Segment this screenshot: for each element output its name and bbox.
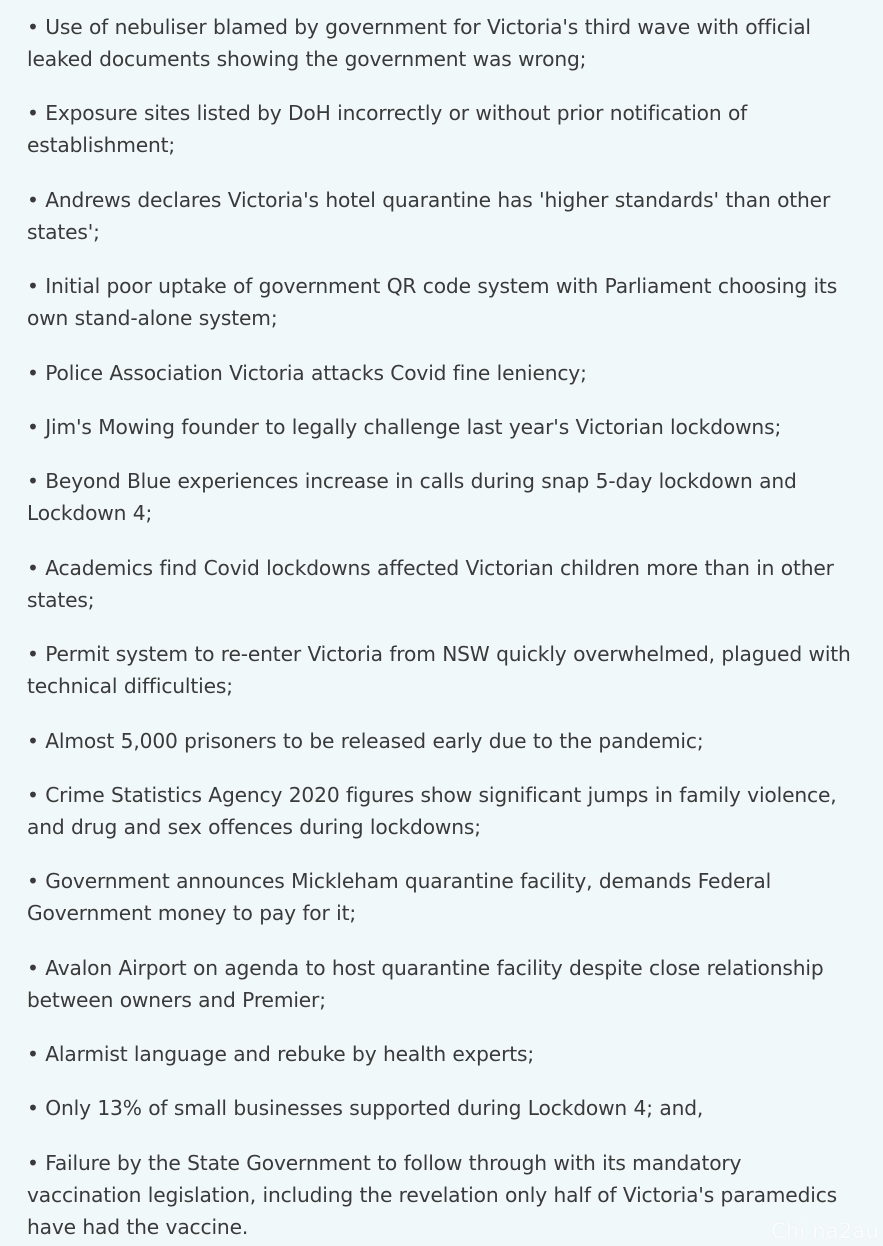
list-item: • Almost 5,000 prisoners to be released early due to the pandemic; — [27, 728, 704, 753]
list-item: • Police Association Victoria attacks Covid fine leniency; — [27, 360, 587, 385]
list-item: • Exposure sites listed by DoH incorrectly or without prior notification of establishment; — [27, 101, 748, 158]
list-item: • Initial poor uptake of government QR code system with Parliament choosing its own stand-alone system; — [27, 274, 838, 331]
list-item: • Jim's Mowing founder to legally challenge last year's Victorian lockdowns; — [27, 414, 782, 439]
list-item: • Alarmist language and rebuke by health experts; — [27, 1042, 535, 1067]
list-item: • Andrews declares Victoria's hotel quarantine has 'higher standards' than other states'; — [27, 187, 831, 244]
list-item: • Use of nebuliser blamed by government for Victoria's third wave with official leaked documents showing the government was wrong; — [27, 15, 811, 71]
list-item: • Failure by the State Government to follow through with its mandatory vaccination legislation, including the revelation only half of Victoria's paramedics have had the vaccine. — [27, 1150, 838, 1239]
watermark: Chi na2au — [771, 1219, 879, 1243]
list-item: • Permit system to re-enter Victoria from NSW quickly overwhelmed, plagued with technical difficulties; — [27, 642, 851, 699]
list-item: • Government announces Mickleham quarantine facility, demands Federal Government money to pay for it; — [27, 869, 772, 926]
list-item: • Crime Statistics Agency 2020 figures show significant jumps in family violence, and drug and sex offences during lockdowns; — [27, 782, 837, 839]
list-item: • Only 13% of small businesses supported during Lockdown 4; and, — [27, 1096, 704, 1121]
list-item: • Beyond Blue experiences increase in calls during snap 5-day lockdown and Lockdown 4; — [27, 469, 797, 526]
list-item: • Academics find Covid lockdowns affected Victorian children more than in other states; — [27, 555, 834, 612]
list-item: • Avalon Airport on agenda to host quarantine facility despite close relationship between owners and Premier; — [27, 955, 824, 1012]
article-body — [27, 11, 857, 1243]
